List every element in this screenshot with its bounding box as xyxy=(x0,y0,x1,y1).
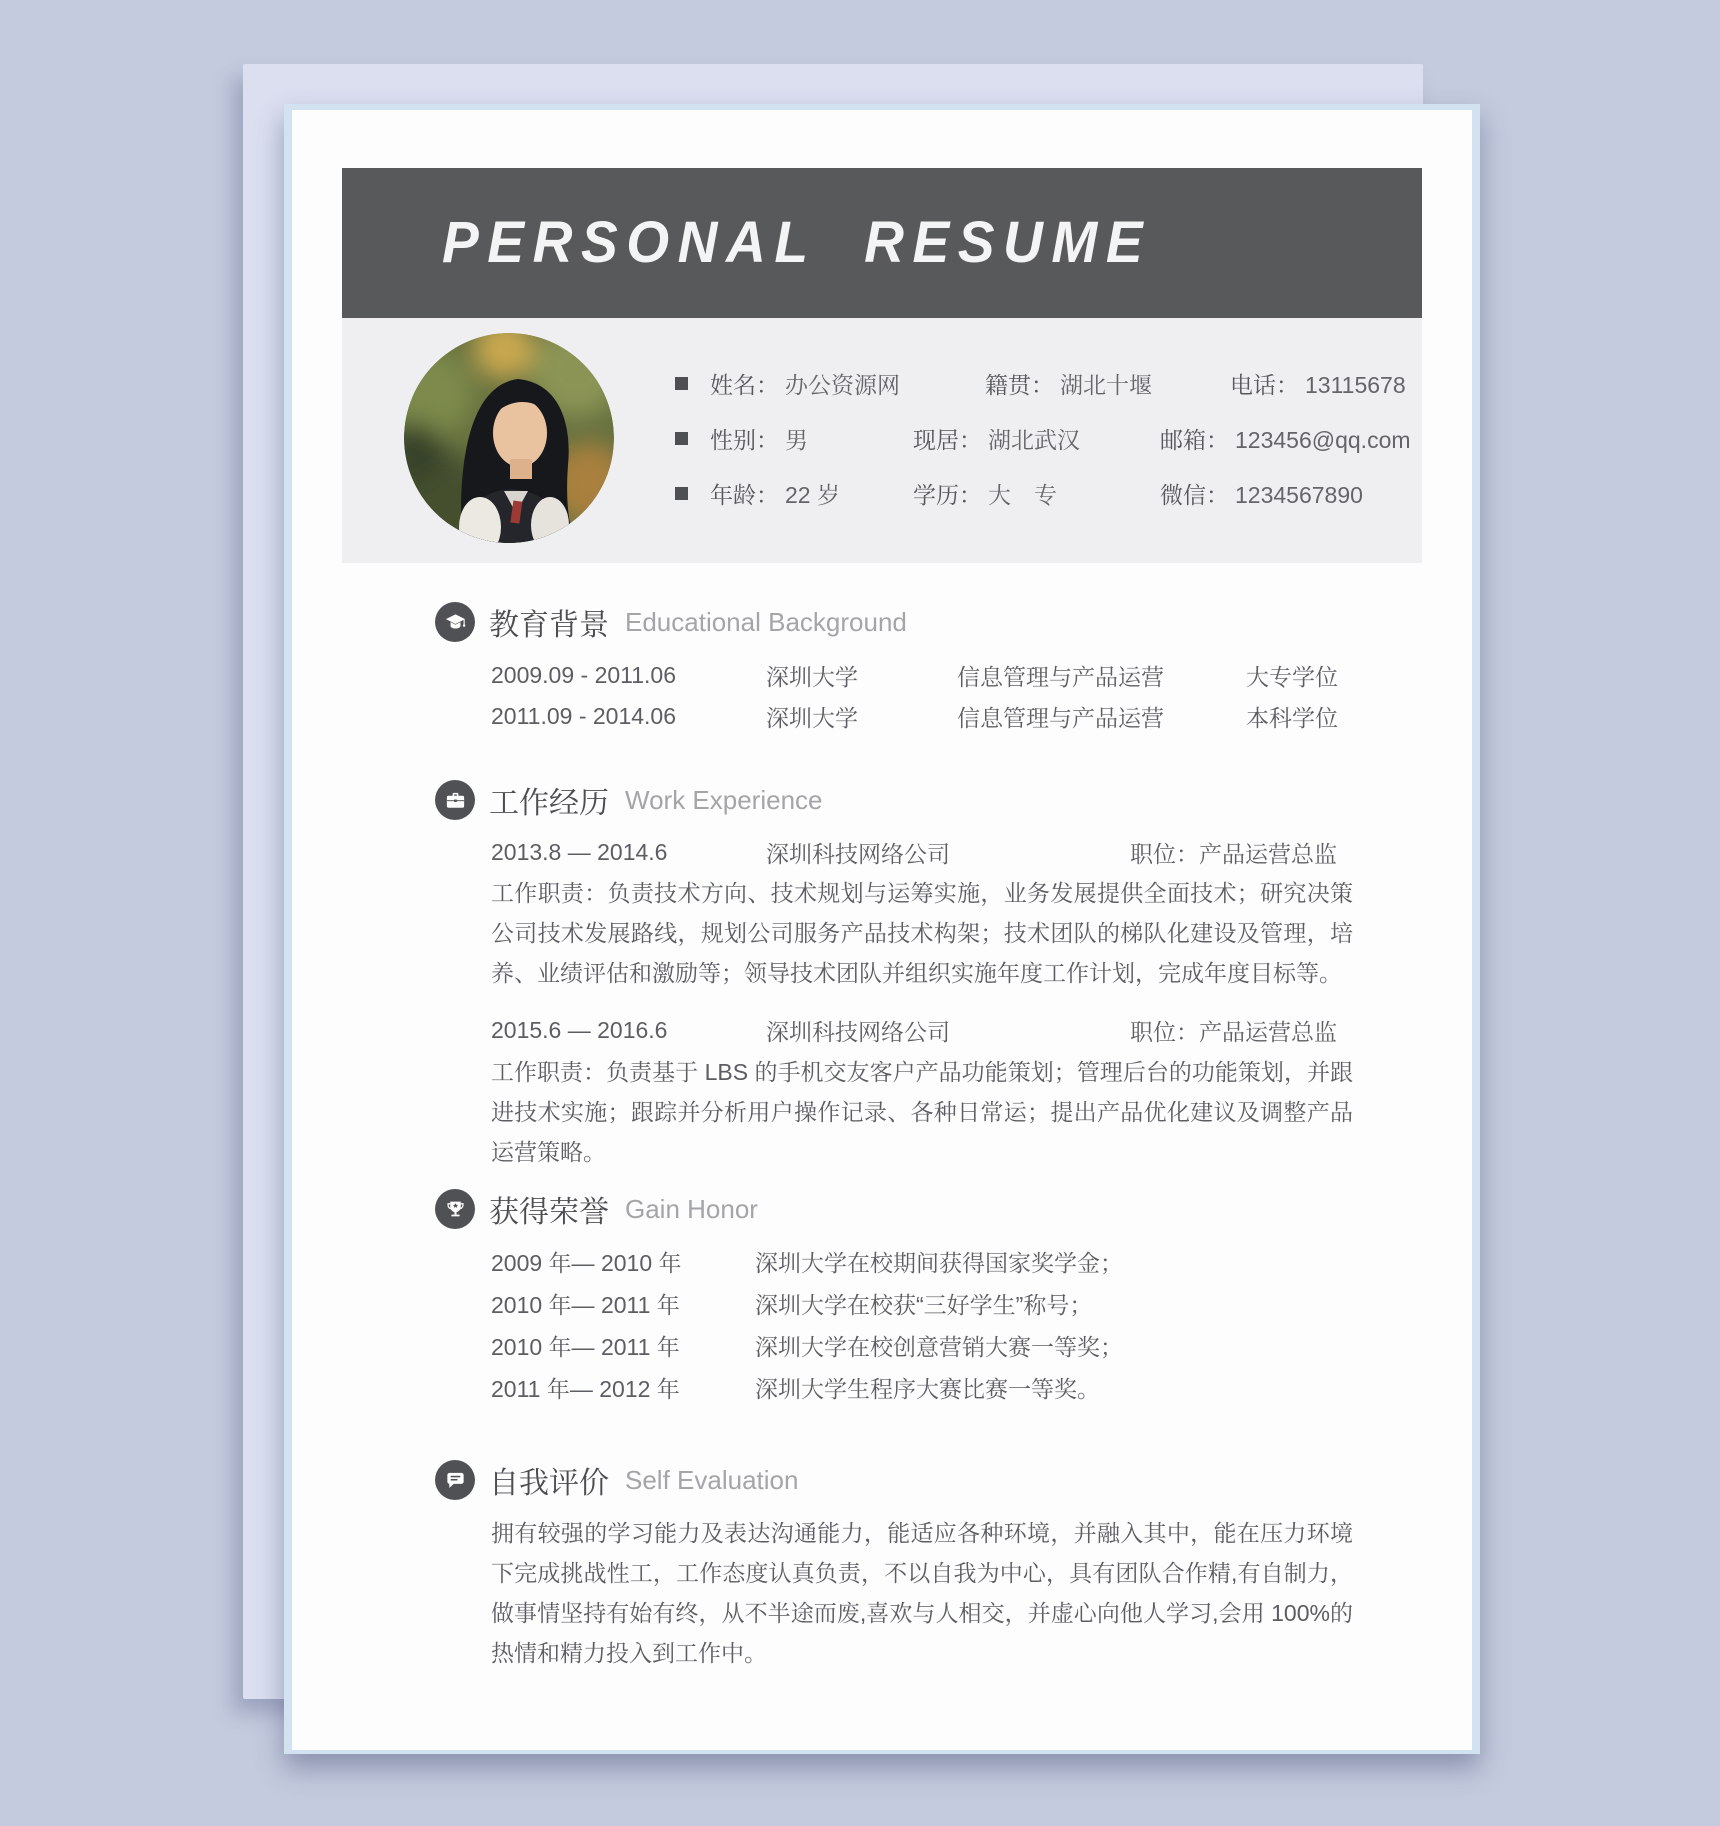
profile-row xyxy=(675,473,1363,513)
info-value-wechat: 1234567890 xyxy=(1235,481,1363,508)
work-job-row xyxy=(491,1010,1337,1051)
profile-photo xyxy=(404,333,614,543)
education-major: 信息管理与产品运营 xyxy=(957,705,1164,731)
work-position: 职位：产品运营总监 xyxy=(1130,841,1337,867)
work-position: 职位：产品运营总监 xyxy=(1130,1019,1337,1045)
info-label-age: 年龄： xyxy=(710,481,779,508)
profile-row xyxy=(675,418,1411,458)
honor-text: 深圳大学在校创意营销大赛一等奖； xyxy=(755,1334,1123,1360)
info-label-degree: 学历： xyxy=(913,481,982,508)
work-description: 工作职责：负责技术方向、技术规划与运筹实施，业务发展提供全面技术；研究决策公司技术发展路线，规划公司服务产品技术构架；技术团队的梯队化建设及管理，培养、业绩评估和激励等；领导技术团队并组织实施年度工作计划，完成年度目标等。 xyxy=(491,880,1353,986)
graduation-cap-icon xyxy=(435,602,475,642)
honor-row xyxy=(491,1283,1092,1324)
education-school: 深圳大学 xyxy=(766,664,858,690)
section-subtitle-selfeval: Self Evaluation xyxy=(625,1464,799,1495)
header-band xyxy=(342,168,1422,318)
education-major: 信息管理与产品运营 xyxy=(957,664,1164,690)
section-title-selfeval: 自我评价 xyxy=(489,1467,609,1500)
honor-period: 2011 年— 2012 年 xyxy=(491,1376,680,1402)
info-value-degree: 大 专 xyxy=(988,481,1057,508)
education-period: 2009.09 - 2011.06 xyxy=(491,662,677,688)
education-period: 2011.09 - 2014.06 xyxy=(491,703,677,729)
speech-bubble-icon xyxy=(435,1460,475,1500)
work-job-row xyxy=(491,832,1337,873)
selfeval-text: 拥有较强的学习能力及表达沟通能力，能适应各种环境，并融入其中，能在压力环境下完成挑战性工，工作态度认真负责，不以自我为中心，具有团队合作精,有自制力，做事情坚持有始有终，从不半途而废,喜欢与人相交，并虚心向他人学习,会用 100%的热情和精力投入到工作中。 xyxy=(491,1520,1353,1666)
section-header-education xyxy=(435,602,907,642)
info-label-phone: 电话： xyxy=(1230,371,1299,398)
bullet-square-icon xyxy=(675,377,688,390)
section-header-work xyxy=(435,780,823,820)
bullet-square-icon xyxy=(675,432,688,445)
info-label-residence: 现居： xyxy=(913,426,982,453)
work-description: 工作职责：负责基于 LBS 的手机交友客户产品功能策划；管理后台的功能策划，并跟进技术实施；跟踪并分析用户操作记录、各种日常运；提出产品优化建议及调整产品运营策略。 xyxy=(491,1059,1353,1165)
honor-text: 深圳大学在校期间获得国家奖学金； xyxy=(755,1250,1123,1276)
info-value-gender: 男 xyxy=(785,426,808,453)
honor-period: 2010 年— 2011 年 xyxy=(491,1292,680,1318)
resume-title: PERSONAL RESUME xyxy=(442,210,1152,275)
honor-row xyxy=(491,1367,1100,1408)
info-label-name: 姓名： xyxy=(710,371,779,398)
section-title-work: 工作经历 xyxy=(489,787,609,820)
portrait-photo-illustration xyxy=(404,333,614,543)
education-row xyxy=(491,655,1421,696)
trophy-icon xyxy=(435,1189,475,1229)
work-company: 深圳科技网络公司 xyxy=(766,1019,950,1045)
section-subtitle-education: Educational Background xyxy=(625,606,907,637)
info-label-email: 邮箱： xyxy=(1160,426,1229,453)
section-subtitle-work: Work Experience xyxy=(625,784,823,815)
section-header-honor xyxy=(435,1189,758,1229)
section-title-education: 教育背景 xyxy=(489,609,609,642)
education-school: 深圳大学 xyxy=(766,705,858,731)
work-period: 2013.8 — 2014.6 xyxy=(491,839,668,865)
info-label-gender: 性别： xyxy=(710,426,779,453)
info-label-origin: 籍贯： xyxy=(985,371,1054,398)
section-header-selfeval xyxy=(435,1460,798,1500)
briefcase-icon xyxy=(435,780,475,820)
profile-row xyxy=(675,363,1406,403)
honor-row xyxy=(491,1241,1123,1282)
education-row xyxy=(491,696,1421,737)
info-value-email: 123456@qq.com xyxy=(1235,426,1411,453)
honor-period: 2009 年— 2010 年 xyxy=(491,1250,682,1276)
education-degree: 大专学位 xyxy=(1246,664,1338,690)
info-value-age: 22 岁 xyxy=(785,481,840,508)
honor-text: 深圳大学在校获“三好学生”称号； xyxy=(755,1292,1093,1318)
work-company: 深圳科技网络公司 xyxy=(766,841,950,867)
section-subtitle-honor: Gain Honor xyxy=(625,1193,758,1224)
info-value-origin: 湖北十堰 xyxy=(1060,371,1152,398)
honor-period: 2010 年— 2011 年 xyxy=(491,1334,680,1360)
info-label-wechat: 微信： xyxy=(1160,481,1229,508)
resume-page xyxy=(292,110,1472,1750)
education-degree: 本科学位 xyxy=(1246,705,1338,731)
info-value-name: 办公资源网 xyxy=(785,371,900,398)
honor-text: 深圳大学生程序大赛比赛一等奖。 xyxy=(755,1376,1100,1402)
bullet-square-icon xyxy=(675,487,688,500)
info-value-phone: 13115678 xyxy=(1305,371,1406,398)
info-value-residence: 湖北武汉 xyxy=(988,426,1080,453)
work-period: 2015.6 — 2016.6 xyxy=(491,1017,668,1043)
section-title-honor: 获得荣誉 xyxy=(489,1196,609,1229)
honor-row xyxy=(491,1325,1123,1366)
